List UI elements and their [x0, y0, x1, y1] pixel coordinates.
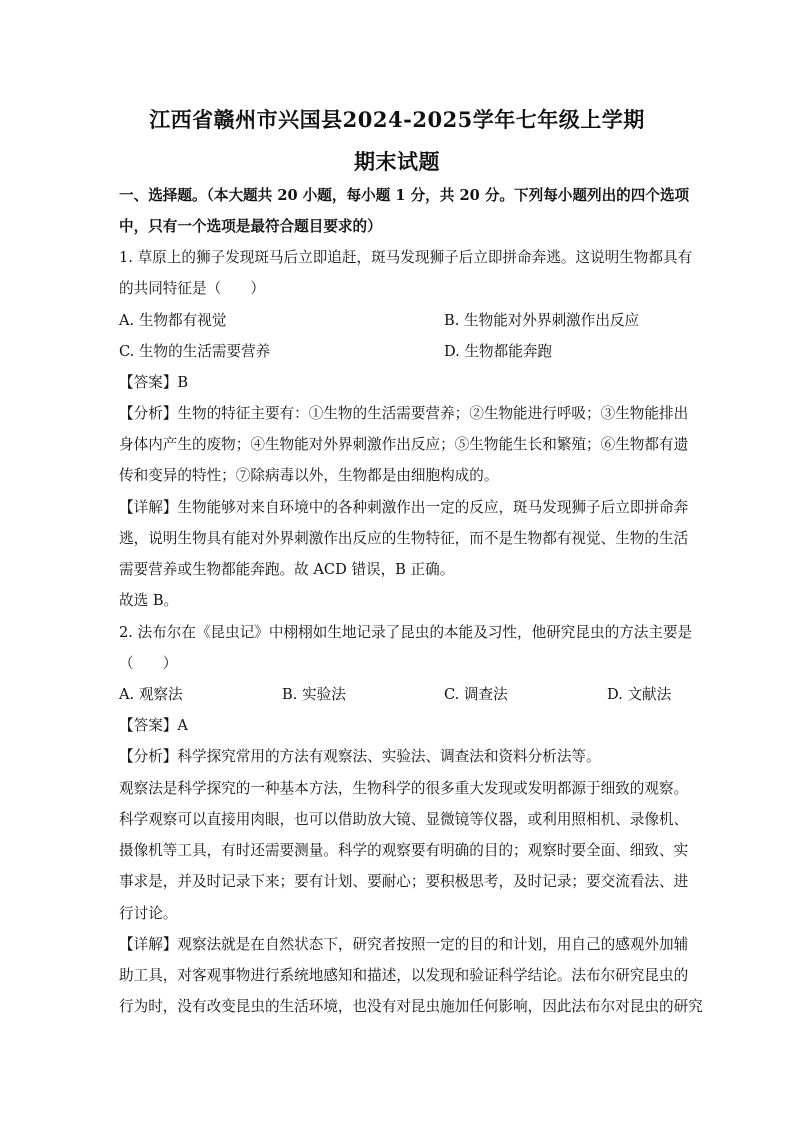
q2-analysis-line-1: 【分析】科学探究常用的方法有观察法、实验法、调查法和资料分析法等。 [119, 748, 601, 765]
section-heading-line-2: 中，只有一个选项是最符合题目要求的） [119, 218, 382, 235]
q1-detail-line-1: 【详解】生物能够对来自环境中的各种刺激作出一定的反应，斑马发现狮子后立即拼命奔 [119, 499, 689, 516]
q1-analysis-line-1: 【分析】生物的特征主要有：①生物的生活需要营养；②生物能进行呼吸；③生物能排出 [119, 405, 689, 422]
q2-option-d: D. 文献法 [607, 686, 672, 703]
q1-option-a: A. 生物都有视觉 [119, 312, 227, 329]
q1-analysis-line-2: 身体内产生的废物；④生物能对外界刺激作出反应；⑤生物能生长和繁殖；⑥生物都有遗 [119, 436, 689, 453]
document-title: 江西省赣州市兴国县2024-2025学年七年级上学期 [149, 107, 645, 132]
q2-paragraph-line-4: 事求是，并及时记录下来；要有计划、要耐心；要积极思考，及时记录；要交流看法、进 [119, 873, 689, 890]
q2-detail-line-1: 【详解】观察法就是在自然状态下，研究者按照一定的目的和计划，用自己的感观外加辅 [119, 936, 689, 953]
q2-paragraph-line-2: 科学观察可以直接用肉眼，也可以借助放大镜、显微镜等仪器，或利用照相机、录像机、 [119, 811, 689, 828]
q1-option-d: D. 生物都能奔跑 [444, 343, 553, 360]
q2-paragraph-line-1: 观察法是科学探究的一种基本方法，生物科学的很多重大发现或发明都源于细致的观察。 [119, 780, 689, 797]
q1-choice: 故选 B。 [119, 592, 179, 609]
q2-option-c: C. 调查法 [444, 686, 508, 703]
q1-option-c: C. 生物的生活需要营养 [119, 343, 271, 360]
q2-option-b: B. 实验法 [282, 686, 346, 703]
q2-answer: 【答案】A [119, 717, 188, 734]
q2-stem-line-1: 2. 法布尔在《昆虫记》中栩栩如生地记录了昆虫的本能及习性，他研究昆虫的方法主要是 [119, 624, 693, 641]
q2-paragraph-line-5: 行讨论。 [119, 905, 178, 922]
q2-stem-line-2: （ ） [119, 655, 178, 672]
q1-option-b: B. 生物能对外界刺激作出反应 [444, 312, 640, 329]
q1-stem-line-2: 的共同特征是（ ） [119, 280, 265, 297]
q2-paragraph-line-3: 摄像机等工具，有时还需要测量。科学的观察要有明确的目的；观察时要全面、细致、实 [119, 842, 689, 859]
q1-analysis-line-3: 传和变异的特性；⑦除病毒以外，生物都是由细胞构成的。 [119, 467, 499, 484]
q1-stem-line-1: 1. 草原上的狮子发现斑马后立即追赶，斑马发现狮子后立即拼命奔逃。这说明生物都具有 [119, 249, 693, 266]
q2-detail-line-2: 助工具，对客观事物进行系统地感知和描述，以发现和验证科学结论。法布尔研究昆虫的 [119, 967, 689, 984]
section-heading-line-1: 一、选择题。（本大题共 20 小题，每小题 1 分，共 20 分。下列每小题列出的四个选项 [119, 187, 690, 204]
q1-detail-line-2: 逃，说明生物具有能对外界刺激作出反应的生物特征，而不是生物都有视觉、生物的生活 [119, 530, 689, 547]
q2-detail-line-3: 行为时，没有改变昆虫的生活环境，也没有对昆虫施加任何影响，因此法布尔对昆虫的研究 [119, 998, 703, 1015]
q1-answer: 【答案】B [119, 374, 189, 391]
q1-detail-line-3: 需要营养或生物都能奔跑。故 ACD 错误，B 正确。 [119, 561, 455, 578]
q2-option-a: A. 观察法 [119, 686, 183, 703]
document-subtitle: 期末试题 [354, 149, 440, 174]
